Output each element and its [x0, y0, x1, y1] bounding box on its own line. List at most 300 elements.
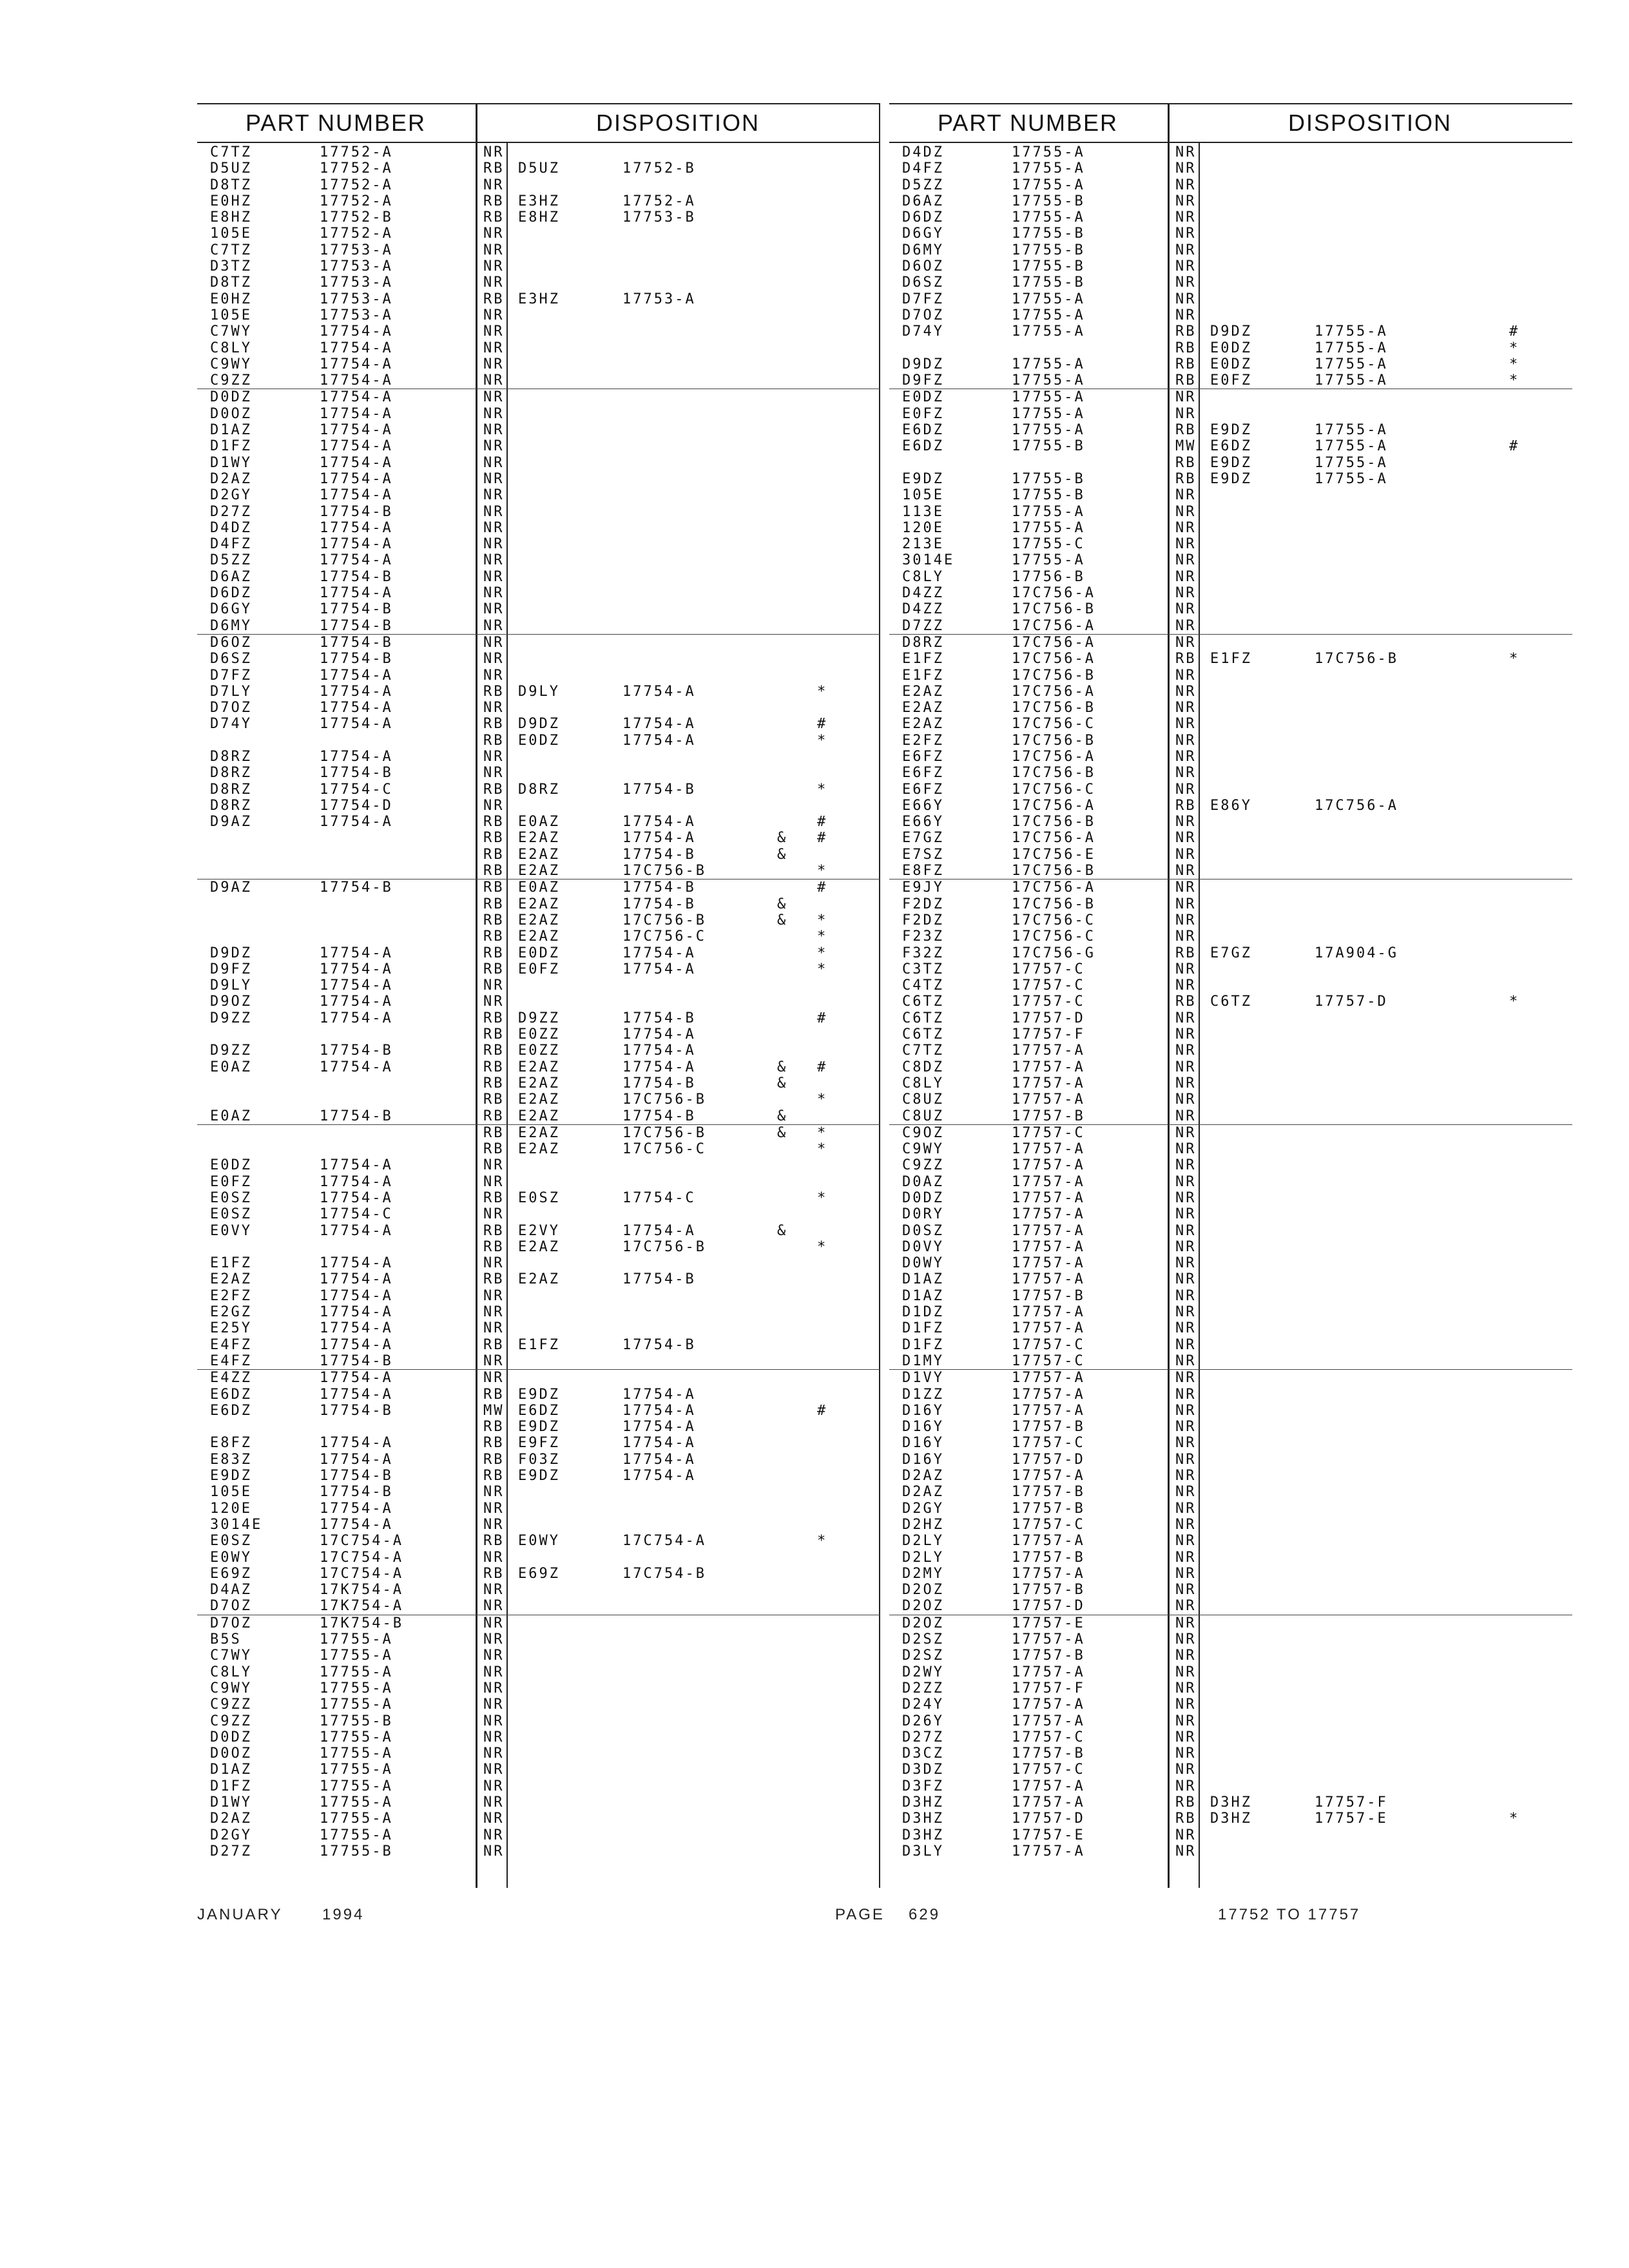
disposition-code: NR	[1175, 1141, 1197, 1158]
disposition-code: NR	[1175, 1271, 1197, 1288]
part-prefix: D2WY	[902, 1664, 944, 1680]
table-row	[197, 1468, 880, 1484]
table-row	[889, 896, 1572, 912]
table-row	[197, 1452, 880, 1468]
mark-symbol: *	[1509, 994, 1520, 1010]
table-row	[889, 1125, 1572, 1141]
table-row	[889, 569, 1572, 585]
part-number: 17754-A	[320, 1435, 393, 1452]
part-prefix: 105E	[210, 1484, 252, 1501]
table-row	[197, 438, 880, 454]
disposition-prefix: E2AZ	[518, 1091, 560, 1108]
disposition-code: NR	[1175, 1468, 1197, 1485]
disposition-prefix: E2VY	[518, 1222, 560, 1239]
disposition-code: RB	[483, 1336, 505, 1353]
disposition-code: NR	[1175, 765, 1197, 782]
part-prefix: D6GY	[902, 226, 944, 242]
disposition-number: 17754-A	[622, 1386, 696, 1403]
mark-symbol: #	[1509, 438, 1520, 455]
table-row	[889, 177, 1572, 193]
table-row	[889, 1026, 1572, 1043]
part-prefix: D6SZ	[902, 274, 944, 291]
disposition-number: 17C756-A	[1315, 797, 1398, 814]
disposition-code: RB	[483, 846, 505, 863]
part-number: 17754-B	[320, 1108, 393, 1124]
disposition-code: NR	[483, 242, 505, 258]
part-prefix: E2AZ	[902, 716, 944, 733]
disposition-prefix: E2AZ	[518, 1124, 560, 1141]
part-prefix: D4DZ	[210, 519, 252, 536]
disposition-code: NR	[483, 1484, 505, 1501]
mark-symbol: *	[817, 732, 828, 749]
part-number: 17755-A	[320, 1648, 393, 1664]
disposition-code: NR	[1175, 863, 1197, 879]
disposition-code: NR	[1175, 1451, 1197, 1468]
disposition-code: NR	[1175, 961, 1197, 977]
part-number: 17757-B	[1012, 1648, 1085, 1664]
table-row	[889, 1501, 1572, 1517]
table-row	[197, 1337, 880, 1353]
disposition-number: 17754-B	[622, 1336, 696, 1353]
mark-ampersand: &	[777, 1108, 788, 1124]
disposition-code: NR	[1175, 683, 1197, 700]
disposition-code: NR	[1175, 1843, 1197, 1860]
disposition-code: NR	[1175, 1043, 1197, 1059]
disposition-code: RB	[1175, 1811, 1197, 1827]
table-row	[197, 1713, 880, 1729]
table-row	[889, 749, 1572, 765]
part-number: 17754-C	[320, 781, 393, 798]
part-prefix: C9ZZ	[210, 1696, 252, 1713]
part-prefix: D9OZ	[210, 994, 252, 1010]
table-row	[889, 1304, 1572, 1320]
part-number: 17C756-G	[1012, 945, 1095, 961]
disposition-prefix: E9FZ	[518, 1435, 560, 1452]
part-number: 17757-A	[1012, 1631, 1085, 1648]
left-rows	[197, 144, 880, 1860]
part-number: 17C756-B	[1012, 601, 1095, 618]
part-prefix: D26Y	[902, 1713, 944, 1729]
table-row	[197, 830, 880, 846]
disposition-code: NR	[483, 1696, 505, 1713]
disposition-prefix: E0SZ	[518, 1190, 560, 1206]
table-row	[197, 1206, 880, 1222]
part-prefix: 120E	[902, 519, 944, 536]
disposition-prefix: E2AZ	[518, 928, 560, 945]
table-row	[889, 601, 1572, 617]
part-prefix: D74Y	[210, 716, 252, 733]
disposition-code: NR	[1175, 585, 1197, 602]
part-number: 17754-A	[320, 1336, 393, 1353]
table-row	[197, 879, 880, 896]
part-number: 17C756-C	[1012, 716, 1095, 733]
disposition-code: NR	[1175, 781, 1197, 798]
table-row	[197, 1631, 880, 1648]
part-prefix: E4ZZ	[210, 1370, 252, 1387]
disposition-code: NR	[1175, 1648, 1197, 1664]
part-number: 17757-A	[1012, 1255, 1085, 1272]
part-number: 17755-A	[1012, 160, 1085, 177]
part-number: 17757-C	[1012, 1762, 1085, 1778]
part-prefix: D9ZZ	[210, 1043, 252, 1059]
part-prefix: E0HZ	[210, 193, 252, 209]
table-row	[889, 1517, 1572, 1533]
disposition-prefix: E9DZ	[518, 1386, 560, 1403]
disposition-prefix: E2AZ	[518, 1075, 560, 1091]
table-row	[197, 504, 880, 520]
disposition-code: NR	[483, 1582, 505, 1599]
part-prefix: D6GY	[210, 601, 252, 618]
part-prefix: E1FZ	[210, 1255, 252, 1272]
part-number: 17754-A	[320, 994, 393, 1010]
part-prefix: D0OZ	[210, 405, 252, 422]
part-number: 17757-A	[1012, 1533, 1085, 1550]
table-row	[889, 1075, 1572, 1091]
mark-ampersand: &	[777, 1124, 788, 1141]
header-rule	[197, 142, 880, 143]
part-prefix: D5ZZ	[902, 177, 944, 193]
part-number: 17755-B	[320, 1843, 393, 1860]
table-row	[197, 635, 880, 651]
disposition-code: NR	[1175, 1370, 1197, 1387]
table-row	[197, 1043, 880, 1059]
mark-ampersand: &	[777, 912, 788, 928]
disposition-code: NR	[1175, 1696, 1197, 1713]
part-prefix: D7FZ	[902, 291, 944, 307]
table-row	[889, 1320, 1572, 1336]
part-number: 17755-A	[320, 1696, 393, 1713]
disposition-code: RB	[483, 1238, 505, 1255]
disposition-code: NR	[1175, 160, 1197, 177]
disposition-code: RB	[1175, 422, 1197, 439]
disposition-code: NR	[1175, 1729, 1197, 1745]
disposition-code: NR	[483, 307, 505, 323]
disposition-header: DISPOSITION	[595, 110, 760, 136]
disposition-prefix: E0AZ	[518, 814, 560, 831]
mark-symbol: *	[817, 1533, 828, 1550]
part-number: 17C756-B	[1012, 896, 1095, 912]
disposition-code: RB	[1175, 356, 1197, 372]
part-prefix: D4DZ	[902, 144, 944, 160]
part-number: 17757-C	[1012, 1729, 1085, 1745]
part-prefix: C9WY	[210, 1680, 252, 1696]
part-number: 17754-A	[320, 1287, 393, 1304]
part-prefix: C7TZ	[210, 242, 252, 258]
part-prefix: D7OZ	[210, 1615, 252, 1631]
disposition-number: 17C756-B	[622, 912, 706, 928]
part-number: 17754-A	[320, 1304, 393, 1321]
table-row	[197, 1648, 880, 1664]
part-prefix: E7GZ	[902, 830, 944, 847]
part-prefix: E2FZ	[902, 732, 944, 749]
table-row	[197, 1239, 880, 1255]
disposition-code: NR	[483, 651, 505, 668]
part-prefix: D2GY	[210, 1827, 252, 1843]
disposition-code: NR	[1175, 1484, 1197, 1501]
part-prefix: D1WY	[210, 1794, 252, 1811]
part-number: 17754-B	[320, 601, 393, 618]
part-prefix: D7ZZ	[902, 617, 944, 634]
disposition-code: NR	[1175, 258, 1197, 275]
part-prefix: E6FZ	[902, 748, 944, 765]
part-number: 17757-A	[1012, 1664, 1085, 1680]
table-row	[197, 1615, 880, 1631]
part-prefix: D1AZ	[210, 422, 252, 439]
table-row	[889, 1435, 1572, 1451]
disposition-code: NR	[483, 454, 505, 471]
footer-range: 17752 TO 17757	[1218, 1906, 1361, 1923]
table-row	[197, 389, 880, 405]
mark-symbol: *	[1509, 372, 1520, 389]
table-row	[889, 1452, 1572, 1468]
part-prefix: E0SZ	[210, 1206, 252, 1223]
part-number: 17757-B	[1012, 1549, 1085, 1566]
part-number: 17754-B	[320, 503, 393, 520]
footer-page-label: PAGE	[835, 1906, 885, 1923]
disposition-prefix: E69Z	[518, 1565, 560, 1582]
table-row	[889, 438, 1572, 454]
table-row	[889, 226, 1572, 242]
part-number: 17754-A	[320, 470, 393, 487]
table-row	[197, 1304, 880, 1320]
part-prefix: E6FZ	[902, 765, 944, 782]
disposition-code: NR	[483, 372, 505, 389]
disposition-code: NR	[1175, 1190, 1197, 1206]
disposition-number: 17754-A	[622, 961, 696, 977]
part-number: 17757-A	[1012, 1043, 1085, 1059]
disposition-code: NR	[1175, 209, 1197, 226]
disposition-number: 17C754-A	[622, 1533, 706, 1550]
disposition-code: NR	[1175, 389, 1197, 406]
disposition-prefix: E6DZ	[1210, 438, 1252, 455]
disposition-prefix: E2AZ	[518, 830, 560, 847]
part-prefix: D2OZ	[902, 1582, 944, 1599]
part-prefix: 3014E	[902, 552, 955, 569]
table-row	[197, 1419, 880, 1435]
disposition-number: 17757-F	[1315, 1794, 1388, 1811]
disposition-code: NR	[1175, 503, 1197, 520]
table-row	[889, 1141, 1572, 1157]
disposition-code: NR	[483, 1680, 505, 1696]
part-prefix: E1FZ	[902, 651, 944, 668]
part-prefix: D5UZ	[210, 160, 252, 177]
table-row	[197, 1223, 880, 1239]
disposition-code: NR	[1175, 1745, 1197, 1762]
part-prefix: D3LY	[902, 1843, 944, 1860]
part-prefix: E8HZ	[210, 209, 252, 226]
part-number: 17757-A	[1012, 1370, 1085, 1387]
part-prefix: C8LY	[210, 1664, 252, 1680]
table-row	[889, 1729, 1572, 1745]
part-prefix: D2AZ	[902, 1468, 944, 1485]
part-prefix: C9OZ	[902, 1124, 944, 1141]
disposition-number: 17754-A	[622, 1222, 696, 1239]
disposition-code: NR	[483, 1173, 505, 1190]
part-number: 17755-B	[1012, 487, 1085, 504]
part-number: 17754-A	[320, 585, 393, 602]
table-row	[197, 977, 880, 994]
part-number: 17754-B	[320, 1352, 393, 1369]
table-row	[197, 716, 880, 732]
table-row	[889, 144, 1572, 160]
part-prefix: D8RZ	[210, 797, 252, 814]
part-prefix: D6SZ	[210, 651, 252, 668]
disposition-code: NR	[1175, 1615, 1197, 1631]
disposition-code: NR	[1175, 536, 1197, 553]
disposition-code: NR	[1175, 1222, 1197, 1239]
table-row	[889, 552, 1572, 568]
disposition-code: RB	[483, 193, 505, 209]
table-row	[197, 733, 880, 749]
table-row	[889, 1648, 1572, 1664]
disposition-number: 17754-A	[622, 1468, 696, 1485]
part-number: 17C756-A	[1012, 617, 1095, 634]
part-prefix: E4FZ	[210, 1336, 252, 1353]
table-row	[889, 520, 1572, 536]
disposition-code: NR	[1175, 716, 1197, 733]
part-number: 17755-A	[1012, 291, 1085, 307]
part-number: 17754-A	[320, 323, 393, 340]
disposition-number: 17C756-B	[622, 1124, 706, 1141]
disposition-number: 17754-B	[622, 1075, 696, 1091]
part-prefix: D6DZ	[902, 209, 944, 226]
part-number: 17757-B	[1012, 1484, 1085, 1501]
disposition-header: DISPOSITION	[1287, 110, 1452, 136]
mark-symbol: *	[817, 945, 828, 961]
disposition-code: MW	[1175, 438, 1197, 455]
part-number: 17754-A	[320, 487, 393, 504]
part-number: 17752-A	[320, 226, 393, 242]
disposition-code: NR	[1175, 1320, 1197, 1337]
part-prefix: C6TZ	[902, 1026, 944, 1043]
disposition-code: NR	[483, 667, 505, 684]
part-number: 17754-A	[320, 1451, 393, 1468]
disposition-code: NR	[1175, 1010, 1197, 1026]
part-number: 17753-A	[320, 242, 393, 258]
disposition-prefix: E8HZ	[518, 209, 560, 226]
part-prefix: D2AZ	[210, 470, 252, 487]
disposition-code: NR	[483, 601, 505, 618]
part-prefix: D2ZZ	[902, 1680, 944, 1696]
disposition-code: NR	[483, 797, 505, 814]
part-prefix: C7WY	[210, 1648, 252, 1664]
part-prefix: D2GY	[902, 1500, 944, 1517]
part-number: 17754-B	[320, 651, 393, 668]
part-prefix: D4FZ	[902, 160, 944, 177]
disposition-code: RB	[483, 1091, 505, 1108]
table-row	[889, 193, 1572, 209]
part-number: 17755-B	[1012, 258, 1085, 275]
table-row	[197, 814, 880, 830]
disposition-code: NR	[483, 470, 505, 487]
table-row	[889, 830, 1572, 846]
part-number: 17754-A	[320, 454, 393, 471]
part-number: 17757-A	[1012, 1157, 1085, 1174]
part-prefix: D16Y	[902, 1435, 944, 1452]
table-row	[197, 1598, 880, 1615]
table-row	[197, 668, 880, 684]
disposition-code: NR	[483, 634, 505, 651]
disposition-number: 17754-A	[622, 683, 696, 700]
table-row	[197, 1075, 880, 1091]
mark-ampersand: &	[777, 830, 788, 847]
table-row	[197, 601, 880, 617]
disposition-prefix: E2AZ	[518, 1271, 560, 1288]
part-prefix: D1AZ	[210, 1762, 252, 1778]
disposition-code: NR	[1175, 896, 1197, 912]
part-prefix: D2HZ	[902, 1516, 944, 1533]
part-prefix: E6DZ	[902, 438, 944, 455]
table-row	[889, 307, 1572, 323]
part-prefix: D3TZ	[210, 258, 252, 275]
part-prefix: D6OZ	[210, 634, 252, 651]
disposition-code: NR	[1175, 732, 1197, 749]
disposition-number: 17755-A	[1315, 422, 1388, 439]
table-row	[889, 1403, 1572, 1419]
part-prefix: E0FZ	[902, 405, 944, 422]
table-row	[889, 1827, 1572, 1843]
part-number: 17755-A	[1012, 323, 1085, 340]
part-number: 17C756-A	[1012, 683, 1095, 700]
part-number: 17757-F	[1012, 1026, 1085, 1043]
disposition-code: RB	[483, 961, 505, 977]
part-prefix: C9ZZ	[210, 1713, 252, 1729]
part-number: 17757-A	[1012, 1696, 1085, 1713]
mark-symbol: *	[817, 1238, 828, 1255]
part-number: 17754-A	[320, 1157, 393, 1174]
disposition-code: RB	[483, 683, 505, 700]
disposition-code: RB	[1175, 994, 1197, 1010]
disposition-code: NR	[1175, 1631, 1197, 1648]
part-number: 17754-A	[320, 667, 393, 684]
table-row	[889, 1598, 1572, 1615]
part-number: 17C756-B	[1012, 732, 1095, 749]
part-number: 17C756-B	[1012, 700, 1095, 716]
part-number: 17757-A	[1012, 1238, 1085, 1255]
part-number: 17754-A	[320, 1320, 393, 1337]
part-prefix: C8UZ	[902, 1108, 944, 1124]
part-prefix: D6OZ	[902, 258, 944, 275]
disposition-code: NR	[1175, 1287, 1197, 1304]
table-row	[889, 1664, 1572, 1680]
part-number: 17757-C	[1012, 1516, 1085, 1533]
disposition-code: NR	[1175, 667, 1197, 684]
disposition-code: NR	[1175, 274, 1197, 291]
table-row	[197, 209, 880, 226]
disposition-number: 17752-A	[622, 193, 696, 209]
disposition-code: RB	[1175, 945, 1197, 961]
part-prefix: E66Y	[902, 814, 944, 831]
table-row	[889, 1174, 1572, 1190]
disposition-code: NR	[1175, 1108, 1197, 1124]
part-prefix: E0SZ	[210, 1190, 252, 1206]
part-number: 17754-A	[320, 1516, 393, 1533]
part-number-header: PART NUMBER	[245, 110, 427, 136]
disposition-code: RB	[483, 830, 505, 847]
mark-symbol: *	[1509, 356, 1520, 372]
table-row	[197, 961, 880, 977]
table-row	[197, 1255, 880, 1271]
part-prefix: D5ZZ	[210, 552, 252, 569]
part-number: 17757-C	[1012, 1352, 1085, 1369]
part-prefix: D6AZ	[210, 568, 252, 585]
table-row	[197, 372, 880, 389]
part-prefix: F2DZ	[902, 912, 944, 928]
table-row	[889, 782, 1572, 798]
part-prefix: D6MY	[902, 242, 944, 258]
disposition-code: NR	[1175, 226, 1197, 242]
table-row	[889, 798, 1572, 814]
